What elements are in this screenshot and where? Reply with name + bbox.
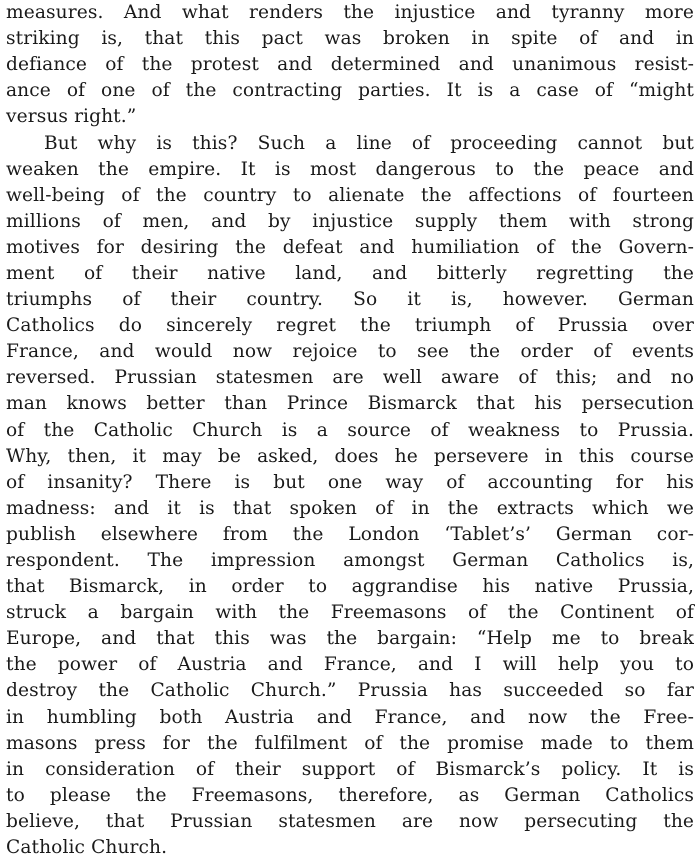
text-line: destroy the Catholic Church.” Prussia has succeeded so far bbox=[6, 680, 694, 702]
text-line: madness: and it is that spoken of in the extracts which we bbox=[6, 497, 694, 519]
text-line: in consideration of their support of Bismarck’s policy. It is bbox=[6, 758, 694, 780]
text-line: weaken the empire. It is most dangerous to the peace and bbox=[6, 158, 694, 180]
text-line: publish elsewhere from the London ‘Tablet’s’ German cor- bbox=[6, 523, 694, 545]
text-line: ance of one of the contracting parties. It is a case of “might bbox=[6, 80, 694, 102]
text-line: struck a bargain with the Freemasons of the Continent of bbox=[6, 602, 694, 624]
text-line: Catholic Church. bbox=[6, 837, 168, 858]
text-line: defiance of the protest and determined and unanimous resist- bbox=[6, 54, 694, 76]
text-line: the power of Austria and France, and I will help you to bbox=[6, 654, 694, 676]
text-line: to please the Freemasons, therefore, as German Catholics bbox=[6, 784, 694, 806]
text-line: reversed. Prussian statesmen are well aware of this; and no bbox=[6, 367, 694, 389]
text-line: of the Catholic Church is a source of weakness to Prussia. bbox=[6, 419, 694, 441]
text-line: well-being of the country to alienate the affections of fourteen bbox=[6, 184, 694, 206]
text-line: man knows better than Prince Bismarck that his persecution bbox=[6, 393, 694, 415]
text-line: ment of their native land, and bitterly regretting the bbox=[6, 262, 694, 284]
text-line: of insanity? There is but one way of accounting for his bbox=[6, 471, 694, 493]
text-line: in humbling both Austria and France, and now the Free- bbox=[6, 706, 694, 728]
text-line: But why is this? Such a line of proceeding cannot but bbox=[44, 132, 694, 154]
text-line: France, and would now rejoice to see the order of events bbox=[6, 341, 694, 363]
text-line: versus right.” bbox=[6, 106, 137, 128]
text-line: that Bismarck, in order to aggrandise his native Prussia, bbox=[6, 576, 694, 598]
text-line: triumphs of their country. So it is, however. German bbox=[6, 289, 694, 310]
text-line: Why, then, it may be asked, does he persevere in this course bbox=[6, 445, 694, 467]
text-line: Catholics do sincerely regret the triumph of Prussia over bbox=[6, 315, 694, 337]
text-line: masons press for the fulfilment of the promise made to them bbox=[6, 732, 694, 754]
text-line: measures. And what renders the injustice and tyranny more bbox=[6, 2, 694, 23]
text-line: motives for desiring the defeat and humiliation of the Govern- bbox=[6, 236, 694, 258]
newspaper-column bbox=[6, 0, 694, 861]
text-line: believe, that Prussian statesmen are now persecuting the bbox=[6, 810, 694, 832]
text-line: respondent. The impression amongst German Catholics is, bbox=[6, 550, 694, 571]
text-line: millions of men, and by injustice supply them with strong bbox=[6, 210, 694, 232]
text-line: Europe, and that this was the bargain: “Help me to break bbox=[6, 628, 694, 650]
text-line: striking is, that this pact was broken in spite of and in bbox=[6, 28, 694, 50]
